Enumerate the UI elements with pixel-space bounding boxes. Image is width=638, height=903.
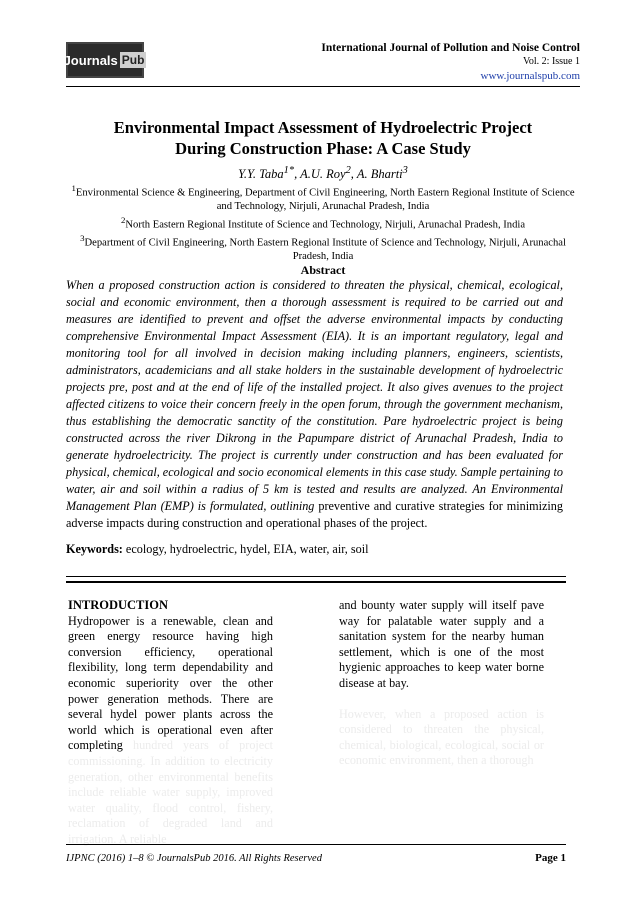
keywords-label: Keywords: — [66, 542, 123, 556]
header-divider — [66, 86, 580, 87]
introduction-heading: INTRODUCTION — [68, 598, 169, 612]
page-number: Page 1 — [535, 852, 566, 864]
journal-website-link[interactable]: www.journalspub.com — [480, 70, 580, 82]
abstract-italic-text: When a proposed construction action is considered to threaten the physical, chemical, ecological, social and economic environment, then a thorough assessment is required to be carried out and measures are identified to prevent and offset the adverse environmental impacts by conducting comprehensive Environmental Impact Assessment (EIA). It is an important regulatory, legal and monitoring tool for all involved in decision making including planners, engineers, scientists, administrators, academicians and all stake holders in the sustainable development of hydroelectric projects pre, post and at the end of life of the installed project. It also gives avenues to the project affected citizens to voice their concern freely in the open forum, through the government mechanism, thus establishing the democratic sanctity of the constitution. Pare hydroelectric project is being constructed across the river Dikrong in the Papumpare district of Arunachal Pradesh, India to generate hydroelectricity. The project is currently under construction and has been evaluated for physical, chemical, ecological and socio economical elements in this case study. Sample pertaining to water, air and soil within a radius of 5 km is tested and results are analyzed. An Environmental Management Plan (EMP) is formulated, outlining — [66, 278, 563, 513]
right-column — [339, 598, 544, 769]
author-2-sup: 2 — [345, 165, 351, 176]
abstract-body — [66, 277, 563, 532]
author-1-sup: 1* — [283, 165, 295, 176]
affiliation-2: $^2$North Eastern Regional Institute of Science and Technology, Nirjuli, Arunachal Pradesh, India — [120, 214, 526, 231]
footer-citation: IJPNC (2016) 1–8 © JournalsPub 2016. All Rights Reserved — [66, 853, 322, 864]
section-divider — [66, 576, 566, 583]
affiliations — [66, 182, 580, 263]
keywords-text: ecology, hydroelectric, hydel, EIA, water, air, soil — [122, 542, 369, 556]
author-3-sup: 3 — [402, 165, 408, 176]
journalspub-logo — [63, 42, 145, 78]
logo-main-text: Journals — [63, 52, 118, 68]
abstract-plain-text: preventive and curative strategies for minimizing adverse impacts during construction and operational phases of the project. — [66, 499, 563, 530]
author-3: A. Bharti — [356, 167, 403, 182]
title-line-2: During Construction Phase: A Case Study — [175, 139, 471, 158]
intro-left-faded: hundred years of project commissioning. In addition to electricity generation, other environmental benefits include reliable water supply, improved water quality, flood control, fishery, reclamation of degraded land and irrigation. A reliable — [68, 738, 274, 846]
title-line-1: Environmental Impact Assessment of Hydroelectric Project — [113, 118, 533, 137]
footer-divider — [66, 844, 566, 845]
journal-name: International Journal of Pollution and Noise Control — [321, 42, 580, 54]
author-2: A.U. Roy — [300, 167, 346, 182]
logo-sub-text: Pub — [121, 53, 145, 67]
journal-volume: Vol. 2: Issue 1 — [522, 56, 580, 67]
intro-left-visible: Hydropower is a renewable, clean and green energy resource having high conversion efficiency, operational flexibility, long term dependability and economic superiority over the other power generation methods. There are several hydel power plants across the world which is operational even after completing — [68, 613, 273, 753]
author-list: Y.Y. Taba$^{1*}$, A.U. Roy$^2$, A. Bharti$^3$ — [238, 165, 408, 182]
introduction-paragraph — [68, 614, 273, 848]
left-column — [68, 598, 273, 848]
intro-right-visible: and bounty water supply will itself pave way for palatable water supply and a sanitation system for the nearby human settlement, which is one of the most hygienic approaches to keep water borne disease at bay. — [339, 598, 544, 690]
keywords — [66, 542, 563, 557]
author-1: Y.Y. Taba — [238, 167, 284, 182]
intro-right-faded: However, when a proposed action is considered to threaten the physical, chemical, biological, ecological, social or economic environment, then a thorough — [339, 706, 544, 768]
paper-title — [66, 117, 580, 159]
journal-info — [321, 41, 580, 83]
abstract-heading: Abstract — [300, 263, 346, 277]
affiliation-3: $^3$Department of Civil Engineering, North Eastern Regional Institute of Science and Technology, Nirjuli, Arunachal Pradesh, India — [80, 232, 566, 262]
affiliation-1: $^1$Environmental Science & Engineering, Department of Civil Engineering, North Eastern Regional Institute of Science and Technology, Nirjuli, Arunachal Pradesh, India — [71, 183, 575, 213]
